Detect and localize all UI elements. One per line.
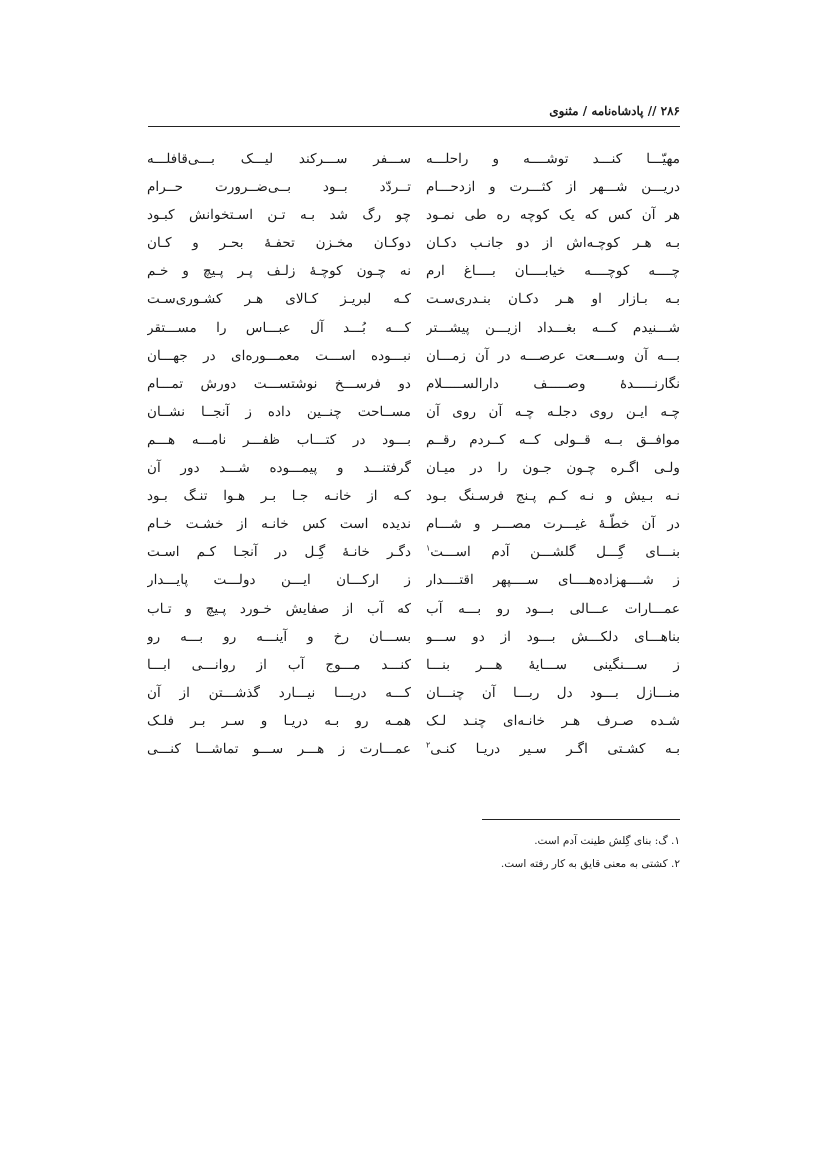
verse-text: بـه بـازار او هـر دکـان بنـدری‌سـت (426, 291, 680, 308)
verse-line (426, 735, 680, 763)
verse-text: ز ارکـــان ایـــن دولـــت پایـــدار (147, 572, 411, 589)
verse-text: عمـــارت ز هـــر ســـو تماشـــا کنـــی (147, 740, 411, 757)
verse-text: دو فرســـخ نوشتســـت دورش تمـــام (147, 375, 411, 392)
page-number: ۲۸۶ (660, 104, 680, 118)
verse-text: نه چـون کوچـهٔ زلـف پـر پـیچ و خـم (147, 263, 411, 280)
verse-line (426, 370, 680, 398)
verse-text: منـــازل بـــود دل ربـــا آن چنـــان (426, 684, 680, 701)
verse-text: نگارنـــــدهٔ وصـــــف دارالســـــلام (426, 375, 680, 392)
verse-text: دگـر خانـهٔ گِـل در آنجـا کـم اسـت (147, 544, 411, 561)
verse-text: هر آن کس که یک کوچه ره طی نمـود (426, 207, 680, 224)
verse-text: موافــق بــه قــولی کــه کــردم رقــم (426, 431, 680, 448)
verse-text: مســاحت چنــین داده ز آنجــا نشــان (147, 403, 411, 420)
verse-text: نبـــوده اســـت معمـــوره‌ای در جهـــان (147, 347, 411, 364)
footnote-rule (482, 819, 680, 820)
footnote: ۲. کشتی به معنی قایق به کار رفته است. (500, 858, 680, 870)
footnote-marker: ۱ (426, 543, 431, 553)
verse-line (147, 651, 411, 679)
verse-line (426, 482, 680, 510)
verse-text: ندیده است کس خانـه از خشـت خـام (147, 516, 411, 533)
header-separator: // (647, 104, 657, 118)
footnote: ۱. گ: بنای گِلش طینت آدم است. (534, 835, 680, 847)
verse-text: کـــه دریـــا نیـــارد گذشـــتن از آن (147, 684, 411, 701)
poem-left-column (147, 145, 411, 763)
verse-text: تــردّد بــود بــی‌ضــرورت حــرام (147, 179, 411, 196)
verse-text: چـه ایـن روی دجلـه چـه آن روی آن (426, 403, 680, 420)
verse-line (147, 566, 411, 594)
verse-line (147, 257, 411, 285)
verse-text: بنـــای گِـــل گلشـــن آدم اســـت (430, 544, 680, 561)
verse-line (147, 342, 411, 370)
verse-line (426, 173, 680, 201)
verse-line (147, 145, 411, 173)
verse-line (426, 566, 680, 594)
verse-line (426, 679, 680, 707)
verse-line (426, 595, 680, 623)
verse-line (147, 229, 411, 257)
verse-text: ســـفر ســـرکند لیـــک بـــی‌قافلـــه (147, 151, 411, 167)
verse-text: نـه بـیش و نـه کـم پـنج فرسـنگ بـود (426, 488, 680, 505)
running-header (148, 104, 680, 124)
verse-text: عمـــارات عـــالی بـــود رو بـــه آب (426, 600, 680, 617)
verse-line (426, 651, 680, 679)
verse-line (147, 314, 411, 342)
verse-line (426, 426, 680, 454)
verse-text: بناهـــای دلکـــش بـــود از دو ســـو (426, 628, 680, 645)
verse-text: دوکـان مخـزن تحفـهٔ بحـر و کـان (147, 235, 411, 252)
verse-text: کنـــد مـــوج آب از روانـــی ابـــا (147, 656, 411, 673)
poem-right-column (426, 145, 680, 763)
verse-line (147, 538, 411, 566)
verse-line (426, 285, 680, 313)
verse-line (147, 454, 411, 482)
verse-text: که آب از صفایش خـورد پـیچ و تـاب (147, 600, 411, 617)
verse-line (426, 510, 680, 538)
verse-text: کـه از خانـه جـا بـر هـوا تنـگ بـود (147, 488, 411, 505)
verse-line (426, 201, 680, 229)
verse-line (426, 454, 680, 482)
verse-line (147, 426, 411, 454)
verse-text: بســـان رخ و آینـــه رو بـــه رو (147, 628, 411, 645)
verse-line (426, 229, 680, 257)
verse-line (147, 482, 411, 510)
verse-line (426, 623, 680, 651)
verse-text: شـــنیدم کـــه بغـــداد ازیـــن پیشـــتر (426, 319, 680, 336)
verse-line (147, 735, 411, 763)
verse-text: بـه کشـتی اگـر سـیر دریـا کنـی (430, 740, 680, 757)
verse-text: دریـــن شـــهر از کثـــرت و ازدحـــام (426, 179, 680, 196)
verse-text: ولـی اگـره چـون جـون را در میـان (426, 460, 680, 477)
header-rule (148, 126, 680, 127)
verse-line (426, 314, 680, 342)
footnotes (430, 830, 680, 876)
verse-text: چــــه کوچــــه خیابــــان بــــاغ ارم (426, 263, 680, 280)
footnote-marker: ۲ (426, 740, 431, 750)
verse-text: ز ســـنگینی ســـایهٔ هـــر بنـــا (426, 656, 680, 673)
verse-line (147, 623, 411, 651)
verse-line (147, 510, 411, 538)
verse-line (147, 398, 411, 426)
verse-text: بـــه آن وســـعت عرصـــه در آن زمـــان (426, 347, 680, 364)
verse-line (426, 707, 680, 735)
verse-line (147, 285, 411, 313)
verse-line (426, 257, 680, 285)
verse-text: همـه رو بـه دریـا و سـر بـر فلـک (147, 712, 411, 729)
header-slash: / (582, 104, 588, 118)
verse-line (426, 145, 680, 173)
book-title: پادشاه‌نامه (591, 104, 644, 118)
verse-text: کـــه بُـــد آل عبـــاس را مســـتقر (147, 319, 411, 336)
verse-text: شـده صـرف هـر خانـه‌ای چنـد لـک (426, 712, 680, 729)
verse-text: بـه هـر کوچـه‌اش از دو جانـب دکـان (426, 235, 680, 252)
verse-line (426, 398, 680, 426)
verse-text: گرفتنـــد و پیمـــوده شـــد دور آن (147, 460, 411, 477)
section-name: مثنوی (549, 104, 579, 118)
verse-text: بـــود در کتـــاب ظفـــر نامـــه هـــم (147, 431, 411, 448)
verse-line (147, 707, 411, 735)
verse-text: در آن خطّـهٔ غیـــرت مصـــر و شـــام (426, 516, 680, 533)
verse-line (147, 201, 411, 229)
verse-text: چو رگ شد بـه تـن اسـتخوانش کبـود (147, 207, 411, 224)
verse-line (147, 370, 411, 398)
verse-text: ز شــــهزاده‌هــــای ســــپهر اقتــــدار (426, 572, 680, 589)
verse-text: کـه لبریـز کـالای هـر کشـوری‌سـت (147, 291, 411, 308)
verse-line (426, 342, 680, 370)
verse-line (147, 173, 411, 201)
verse-line (147, 679, 411, 707)
verse-line (426, 538, 680, 566)
verse-line (147, 595, 411, 623)
verse-text: مهیّـــا کنـــد توشــــه و راحلـــه (426, 151, 680, 167)
